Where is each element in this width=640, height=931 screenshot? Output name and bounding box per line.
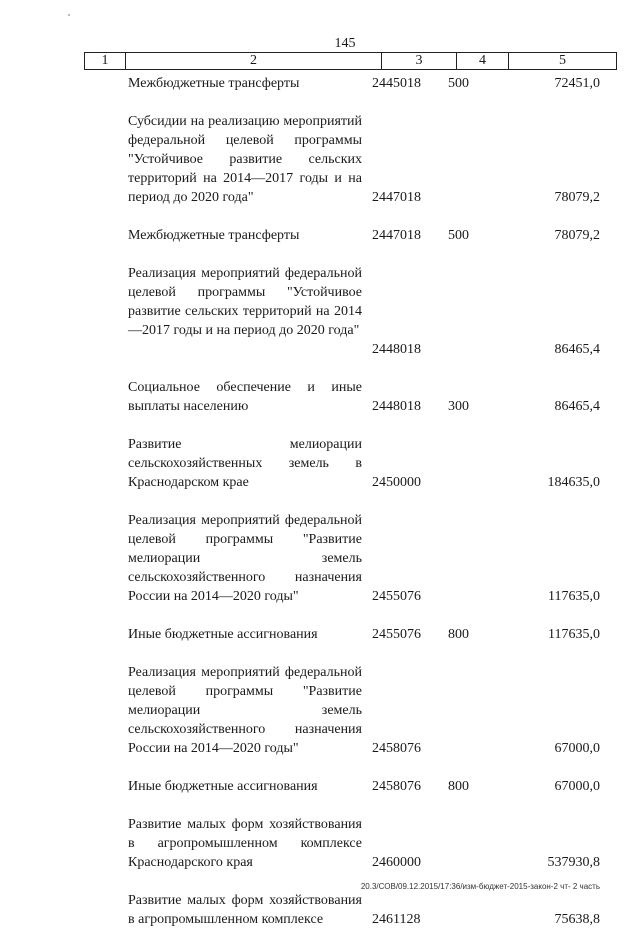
row-amount: 78079,2 (554, 228, 600, 243)
row-vr: 800 (448, 627, 469, 642)
table-row (0, 777, 640, 815)
row-code: 2455076 (372, 627, 421, 642)
row-name: Социальное обеспечение и иные выплаты населению (128, 380, 362, 414)
row-amount: 72451,0 (554, 76, 600, 91)
row-code: 2455076 (372, 589, 421, 604)
row-code: 2458076 (372, 741, 421, 756)
row-name: Иные бюджетные ассигнования (128, 627, 318, 642)
row-code: 2448018 (372, 399, 421, 414)
table-row (0, 663, 640, 777)
header-col-1: 1 (85, 53, 126, 69)
row-code: 2447018 (372, 190, 421, 205)
footer-file-reference: 20.3/СОВ/09.12.2015/17:36/изм-бюджет-2015-закон-2 чт- 2 часть (360, 882, 600, 891)
table-row (0, 625, 640, 663)
table-row (0, 378, 640, 435)
row-name: Межбюджетные трансферты (128, 228, 300, 243)
row-amount: 67000,0 (554, 779, 600, 794)
row-code: 2448018 (372, 342, 421, 357)
row-name: Развитие малых форм хозяйствования в агропромышленном комплексе Краснодарского края (128, 817, 362, 870)
table-row (0, 435, 640, 511)
header-col-3: 3 (382, 53, 457, 69)
table-row (0, 264, 640, 378)
table-body (0, 74, 640, 931)
table-row (0, 112, 640, 226)
header-col-2: 2 (126, 53, 382, 69)
row-vr: 500 (448, 76, 469, 91)
row-code: 2461128 (372, 912, 421, 927)
row-name: Реализация мероприятий федеральной целевой программы "Развитие мелиорации земель сельскохозяйственного назначения России на 2014—2020 годы" (128, 665, 362, 756)
scan-speck (68, 14, 70, 16)
row-name: Развитие малых форм хозяйствования в агропромышленном комплексе (128, 893, 362, 927)
row-name: Развитие мелиорации сельскохозяйственных земель в Краснодарском крае (128, 437, 362, 490)
row-name: Реализация мероприятий федеральной целевой программы "Устойчивое развитие сельских территорий на 2014—2017 годы и на период до 2020 года" (128, 266, 362, 338)
table-row (0, 511, 640, 625)
row-amount: 537930,8 (547, 855, 600, 870)
row-amount: 67000,0 (554, 741, 600, 756)
row-code: 2445018 (372, 76, 421, 91)
row-amount: 117635,0 (548, 627, 600, 642)
row-code: 2447018 (372, 228, 421, 243)
table-row (0, 74, 640, 112)
row-amount: 86465,4 (554, 399, 600, 414)
row-vr: 300 (448, 399, 469, 414)
row-amount: 75638,8 (554, 912, 600, 927)
row-amount: 184635,0 (547, 475, 600, 490)
table-header (84, 52, 617, 70)
row-amount: 86465,4 (554, 342, 600, 357)
row-name: Реализация мероприятий федеральной целевой программы "Развитие мелиорации земель сельскохозяйственного назначения России на 2014—2020 годы" (128, 513, 362, 604)
row-name: Иные бюджетные ассигнования (128, 779, 318, 794)
row-code: 2458076 (372, 779, 421, 794)
row-code: 2460000 (372, 855, 421, 870)
row-amount: 78079,2 (554, 190, 600, 205)
row-name: Межбюджетные трансферты (128, 76, 300, 91)
header-col-5: 5 (559, 53, 566, 68)
row-vr: 800 (448, 779, 469, 794)
page-number: 145 (334, 36, 356, 51)
row-name: Субсидии на реализацию мероприятий федеральной целевой программы "Устойчивое развитие сельских территорий на 2014—2017 годы и на период до 2020 года" (128, 114, 362, 205)
row-code: 2450000 (372, 475, 421, 490)
header-col-4: 4 (457, 53, 509, 69)
table-row (0, 815, 640, 891)
table-row (0, 891, 640, 931)
row-amount: 117635,0 (548, 589, 600, 604)
table-row (0, 226, 640, 264)
row-vr: 500 (448, 228, 469, 243)
